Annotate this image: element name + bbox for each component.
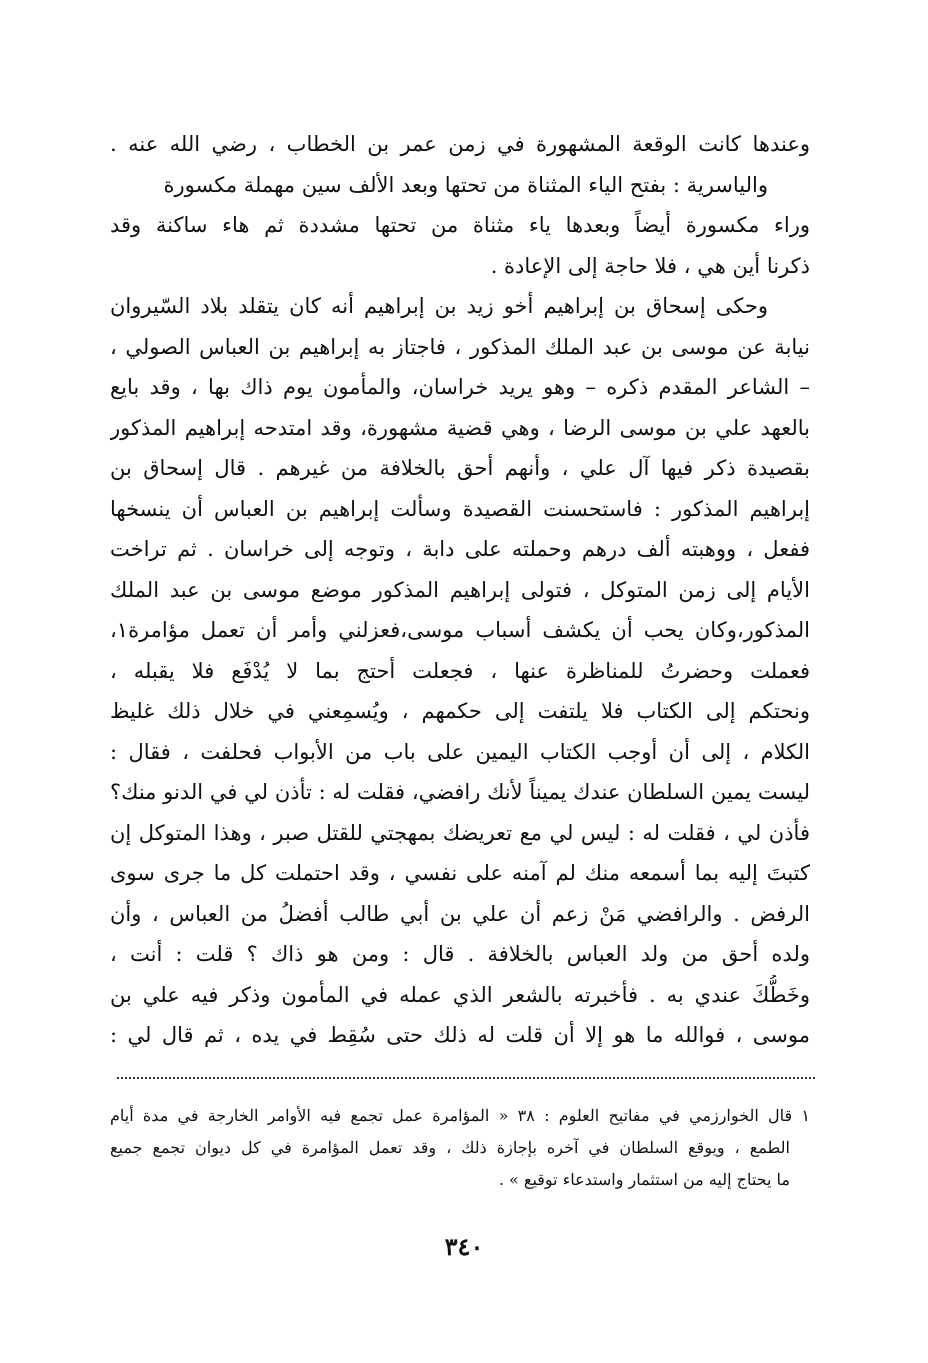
text-line: وحكى إسحاق بن إبراهيم أخو زيد بن إبراهيم أنه كان يتقلد بلاد السّيروان [110,294,768,318]
body-text [110,124,810,1056]
text-line: وعندها كانت الوقعة المشهورة في زمن عمر بن الخطاب ، رضي الله عنه . [110,132,810,156]
text-line: الكلام ، إلى أن أوجب الكتاب اليمين على باب من الأبواب فحلفت ، فقال : [110,739,810,764]
text-line: إبراهيم المذكور : فاستحسنت القصيدة وسألت إبراهيم بن العباس أن ينسخها [110,496,810,521]
text-line: فأذن لي ، فقلت له : ليس لي مع تعريضك بمهجتي للقتل صبر ، وهذا المتوكل إن [110,820,810,845]
text-line: بقصيدة ذكر فيها آل علي ، وأنهم أحق بالخلافة من غيرهم . قال إسحاق بن [110,456,810,480]
text-line: بالعهد علي بن موسى الرضا ، وهي قضية مشهورة، وقد امتدحه إبراهيم المذكور [110,415,810,440]
footnotes [110,1100,810,1196]
text-line: وراء مكسورة أيضاً وبعدها ياء مثناة من تحتها مشددة ثم هاء ساكنة وقد [110,213,810,237]
text-line: وخَطُّكَ عندي به . فأخبرته بالشعر الذي عمله في المأمون وذكر فيه علي بن [110,982,810,1007]
text-line: نيابة عن موسى بن عبد الملك المذكور ، فاجتاز به إبراهيم بن العباس الصولي ، [110,334,810,359]
text-line: موسى ، فوالله ما هو إلا أن قلت له ذلك حتى سُقِط في يده ، ثم قال لي : [110,1023,810,1047]
text-line: كتبتَ إليه بما أسمعه منك لم آمنه على نفسي ، وقد احتملت كل ما جرى سوى [110,861,810,885]
text-line: – الشاعر المقدم ذكره – وهو يريد خراسان، والمأمون يوم ذاك بها ، وقد بايع [110,375,810,399]
footnote-line: الطمع ، ويوقع السلطان في آخره بإجازة ذلك ، وقد تعمل المؤامرة في كل ديوان تجمع جميع [110,1138,790,1157]
text-line: الأيام إلى زمن المتوكل ، فتولى إبراهيم المذكور موضع موسى بن عبد الملك [110,577,810,602]
text-line: ففعل ، ووهبته ألف درهم وحملته على دابة ، وتوجه إلى خراسان . ثم تراخت [110,537,810,561]
text-line: المذكور،وكان يحب أن يكشف أسباب موسى،فعزلني وأمر أن تعمل مؤامرة١، [110,618,810,642]
text-line: والياسرية : بفتح الياء المثناة من تحتها وبعد الألف سين مهملة مكسورة [163,172,768,197]
text-line: ونحتكم إلى الكتاب فلا يلتفت إلى حكمهم ، ويُسمِعني في خلال ذلك غليظ [110,699,810,723]
footnote-line: ١ قال الخوارزمي في مفاتيح العلوم : ٣٨ « المؤامرة عمل تجمع فيه الأوامر الخارجة في مدة أيام [110,1106,810,1125]
text-line: فعملت وحضرتُ للمناظرة عنها ، فجعلت أحتج بما لا يُدْفَع فلا يقبله ، [110,658,810,683]
page-number: ٣٤٠ [444,1232,484,1261]
text-line: ليست يمين السلطان عندك يميناً لأنك رافضي، فقلت له : تأذن لي في الدنو منك؟ [110,780,810,804]
text-line: ولده أحق من ولد العباس بالخلافة . قال : ومن هو ذاك ؟ قلت : أنت ، [110,942,810,966]
footnote-line: ما يحتاج إليه من استثمار واستدعاء توقيع » . [498,1170,790,1189]
text-line: ذكرنا أين هي ، فلا حاجة إلى الإعادة . [490,253,810,278]
footnote-divider [117,1077,815,1079]
text-line: الرفض . والرافضي مَنْ زعم أن علي بن أبي طالب أفضلُ من العباس ، وأن [110,901,810,926]
